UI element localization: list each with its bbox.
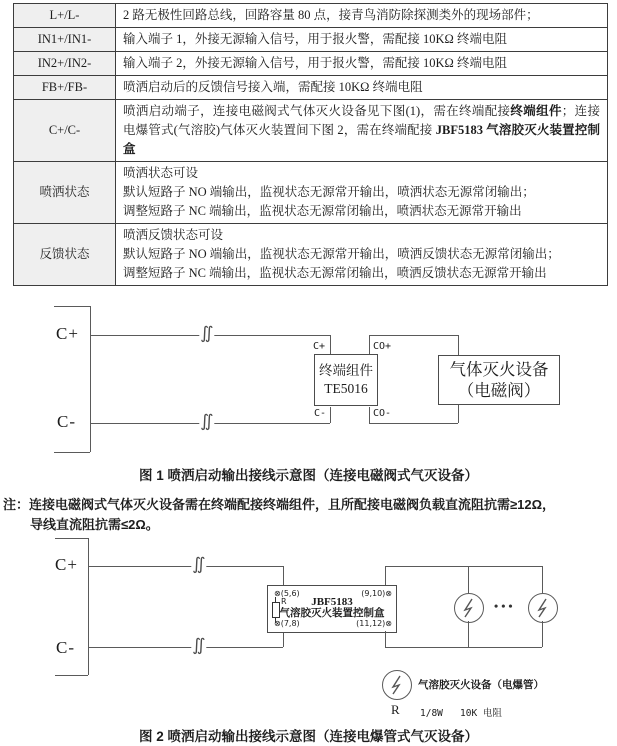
- fig2-c-plus-label: C+: [55, 555, 78, 574]
- terminal-9-10: [361, 590, 392, 598]
- te5016-cominus-terminal: CO-: [373, 408, 392, 419]
- row-label: L+/L-: [14, 4, 116, 28]
- wire-break-icon: ∬: [192, 635, 206, 656]
- row-value: [116, 162, 608, 224]
- fig2-cminus-stub: [283, 632, 284, 647]
- row-text-segment-bold: 终端组件: [510, 104, 562, 118]
- note-line-1: 注：连接电磁阀式气体灭火设备需在终端配接终端组件，且所配接电磁阀负载直流阻抗需≥12Ω，: [3, 497, 556, 512]
- table-row: [14, 224, 608, 286]
- row-text-line: 调整短路子 NC 端输出，监视状态无源常闭输出，喷洒反馈状态无源常开输出: [123, 266, 547, 280]
- table-row: [14, 52, 608, 76]
- wire-break-icon: ∬: [192, 554, 206, 575]
- legend-r-description: 1/8W 10K 电阻: [420, 708, 502, 719]
- row-text-line: 默认短路子 NO 端输出，监视状态无源常开输出，喷洒反馈状态无源常闭输出；: [123, 247, 560, 261]
- fig2-cminus-wire: [88, 647, 283, 648]
- row-text-line: 喷洒反馈状态可设: [123, 228, 224, 242]
- table-row: [14, 4, 608, 28]
- panel-edge: [90, 306, 91, 452]
- fig1-cominus-stub: [369, 407, 370, 423]
- squib1-bottom-lead: [468, 621, 469, 647]
- figure-2-caption: 图 2 喷洒启动输出接线示意图（连接电爆管式气灭设备）: [138, 729, 478, 744]
- table-row: [14, 100, 608, 162]
- fig1-cplus-stub: [330, 335, 331, 354]
- fig1-cominus-wire: [369, 423, 458, 424]
- row-label: FB+/FB-: [14, 76, 116, 100]
- te5016-coplus-terminal: CO+: [373, 341, 392, 352]
- lightning-icon: [383, 671, 411, 699]
- terminal-7-8: [274, 620, 300, 628]
- terminal-7-8-label: (7,8): [280, 619, 300, 628]
- terminal-component-name: 终端组件: [319, 363, 373, 379]
- terminal-9-10-label: (9,10): [361, 589, 386, 598]
- wire-break-icon: ∬: [200, 323, 214, 344]
- squib-device-icon: [528, 593, 558, 623]
- table-row: [14, 28, 608, 52]
- terminal-cross-icon: ⊗: [385, 619, 392, 628]
- squib2-bottom-lead: [542, 621, 543, 647]
- jbf5183-name: 气溶胶灭火装置控制盒: [279, 608, 385, 620]
- fig1-coplus-wire: [369, 335, 458, 336]
- te5016-cminus-terminal: C-: [314, 408, 327, 419]
- squib2-top-lead: [542, 566, 543, 593]
- fig2-out-top-stub: [385, 566, 386, 585]
- terminal-component-model: TE5016: [324, 381, 368, 396]
- terminal-11-12: [356, 620, 392, 628]
- table-row: [14, 76, 608, 100]
- panel-edge-bottom: [55, 675, 88, 676]
- terminal-component-box: [314, 354, 378, 406]
- row-value: 喷洒启动后的反馈信号接入端，需配接 10KΩ 终端电阻: [116, 76, 608, 100]
- gas-device-box: [438, 355, 560, 405]
- fig1-c-plus-label: C+: [56, 324, 79, 343]
- gas-device-type: （电磁阀）: [457, 381, 541, 400]
- gas-device-name: 气体灭火设备: [449, 359, 549, 379]
- row-label: IN1+/IN1-: [14, 28, 116, 52]
- fig2-top-bus-wire: [385, 566, 542, 567]
- parallel-dots-icon: •••: [494, 599, 516, 613]
- panel-edge-top: [55, 538, 88, 539]
- row-value: [116, 224, 608, 286]
- row-label: IN2+/IN2-: [14, 52, 116, 76]
- fig1-device-bottom-stub: [458, 405, 459, 423]
- squib-device-icon: [454, 593, 484, 623]
- row-value: 输入端子 1，外接无源输入信号，用于报火警，需配接 10KΩ 终端电阻: [116, 28, 608, 52]
- row-value: [116, 100, 608, 162]
- terminal-11-12-label: (11,12): [356, 619, 386, 628]
- row-text-line: 默认短路子 NO 端输出，监视状态无源常开输出，喷洒状态无源常闭输出；: [123, 185, 535, 199]
- row-label: C+/C-: [14, 100, 116, 162]
- wire-break-icon: ∬: [200, 411, 214, 432]
- panel-edge-bottom: [54, 452, 90, 453]
- row-text-segment-bold: JBF5183 气溶胶灭火装置控制盒: [123, 123, 600, 156]
- terminal-cross-icon: ⊗: [385, 589, 392, 598]
- fig1-cminus-stub: [330, 407, 331, 423]
- figure-1-caption: 图 1 喷洒启动输出接线示意图（连接电磁阀式气灭设备）: [138, 468, 478, 483]
- legend-r-symbol: R: [391, 702, 400, 717]
- row-text-segment: 喷洒启动端子，连接电磁阀式气体灭火设备见下图(1)，需在终端配接: [123, 104, 511, 118]
- fig2-cplus-stub: [283, 566, 284, 585]
- row-text-line: 调整短路子 NC 端输出，监视状态无源常闭输出，喷洒状态无源常开输出: [123, 204, 522, 218]
- row-text-line: 喷洒状态可设: [123, 166, 199, 180]
- fig1-c-minus-label: C-: [57, 412, 76, 431]
- legend-squib-label: 气溶胶灭火设备（电爆管）: [418, 679, 544, 691]
- note-line-2: 导线直流阻抗需≤2Ω。: [30, 517, 159, 532]
- terminal-cross-icon: ⊗: [274, 619, 281, 628]
- row-text-segment: ；连接电爆管式(气溶胶)气体灭火装置间下图 2，需在终端配接: [123, 104, 600, 137]
- resistor-r-label: R: [281, 597, 287, 606]
- terminal-spec-table: [13, 3, 608, 286]
- squib1-top-lead: [468, 566, 469, 593]
- jbf5183-model: JBF5183: [311, 595, 353, 608]
- fig2-c-minus-label: C-: [56, 638, 75, 657]
- panel-edge-top: [54, 306, 90, 307]
- resistor-symbol: [272, 602, 280, 618]
- lightning-icon: [455, 594, 483, 622]
- fig2-out-bottom-stub: [385, 631, 386, 647]
- row-label: 反馈状态: [14, 224, 116, 286]
- row-value: 输入端子 2，外接无源输入信号，用于报火警，需配接 10KΩ 终端电阻: [116, 52, 608, 76]
- te5016-cplus-terminal: C+: [313, 341, 326, 352]
- fig1-coplus-stub: [369, 335, 370, 354]
- fig1-device-top-stub: [458, 335, 459, 355]
- fig2-cplus-wire: [88, 566, 283, 567]
- terminal-cross-icon: ⊗: [274, 589, 281, 598]
- lightning-icon: [529, 594, 557, 622]
- terminal-5-6-label: (5,6): [280, 589, 300, 598]
- row-value: 2 路无极性回路总线，回路容量 80 点，接青鸟消防除探测类外的现场部件；: [116, 4, 608, 28]
- row-label: 喷洒状态: [14, 162, 116, 224]
- table-row: [14, 162, 608, 224]
- fig2-bottom-bus-wire: [385, 647, 542, 648]
- legend-squib-icon: [382, 670, 412, 700]
- panel-edge: [88, 538, 89, 675]
- jbf5183-control-box: [267, 585, 397, 633]
